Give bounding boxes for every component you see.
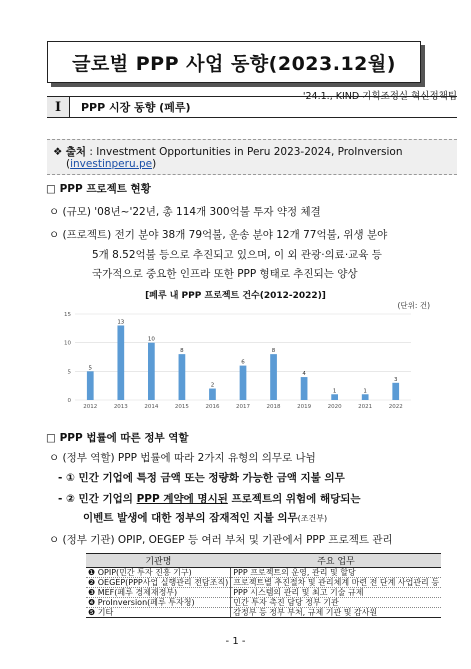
data-label: 1 (332, 388, 337, 395)
section-number: I (47, 97, 70, 117)
x-tick-label: 2019 (297, 404, 312, 410)
bar (148, 343, 155, 400)
table-cell: 감정부 등 정부 부처, 규제 기관 및 감사원 (231, 608, 441, 618)
table-row (86, 568, 441, 578)
projects-sector-cont-1: 5개 8.52억불 등으로 추진되고 있으며, 이 외 관광·의료·교육 등 (92, 249, 382, 261)
projects-sector-cont-2: 국가적으로 중요한 인프라 또한 PPP 형태로 추진되는 양상 (92, 268, 358, 280)
data-label: 2 (210, 382, 215, 389)
obligation-2-underlined: PPP 계약에 명시된 (136, 493, 228, 505)
bar (331, 394, 338, 400)
table-row (86, 608, 441, 618)
bar (301, 377, 308, 400)
source-separator: : (86, 146, 97, 158)
data-label: 8 (180, 348, 184, 355)
page-number: - 1 - (225, 636, 246, 647)
law-obligation-1: - ① 민간 기업에 특정 금액 또는 정량화 가능한 금액 지불 의무 (58, 472, 345, 484)
table-row (86, 578, 441, 588)
projects-heading: □ PPP 프로젝트 현황 (46, 183, 151, 195)
x-tick-label: 2015 (174, 404, 189, 410)
x-tick-label: 2017 (236, 404, 250, 410)
table-cell: PPP 시스템의 관리 및 최고 기술 규제 (231, 588, 441, 598)
table-cell: ❶ OPIP(민간 투자 진흥 기구) (86, 568, 231, 578)
data-label: 3 (393, 376, 398, 383)
law-role-item: ㅇ (정부 역할) PPP 법률에 따라 2가지 유형의 의무로 나뉨 (49, 452, 316, 464)
link-paren-open: ( (66, 158, 71, 170)
section-title: PPP 시장 동향 (페루) (81, 101, 191, 114)
y-tick-label: 0 (67, 398, 71, 404)
table-row (86, 588, 441, 598)
bar (270, 354, 277, 400)
x-tick-label: 2012 (83, 404, 98, 410)
author-date: '24.1., KIND 기획조정실 혁신정책팀 (302, 91, 457, 102)
source-box (47, 139, 457, 175)
bar (362, 394, 369, 400)
y-tick-label: 5 (67, 369, 71, 376)
obligation-2-cont-text: 이벤트 발생에 대한 정부의 잠재적인 지불 의무 (83, 512, 298, 524)
table-header-agency: 기관명 (86, 554, 231, 568)
data-label: 6 (241, 359, 245, 366)
table-cell: ❺ 기타 (86, 608, 231, 618)
data-label: 4 (302, 371, 306, 378)
table-cell: 프로젝트별 추진절차 및 관리체계 마련 전 단계 사업관리 등 (231, 578, 441, 588)
x-tick-label: 2016 (205, 404, 220, 410)
projects-scale-item: ㅇ (규모) '08년~'22년, 총 114개 300억불 투자 약정 체결 (49, 206, 321, 218)
data-label: 8 (271, 348, 276, 355)
table-cell: ❸ MEF(페루 경제재정부) (86, 588, 231, 598)
source-link-line (66, 158, 156, 170)
bar (179, 354, 186, 400)
document-title: 글로벌 PPP 사업 동향(2023.12월) (47, 41, 421, 83)
x-tick-label: 2022 (388, 404, 403, 410)
bar (87, 371, 94, 400)
table-cell: ❹ ProInversion(페루 투자청) (86, 598, 231, 608)
chart-title: [페루 내 PPP 프로젝트 건수(2012-2022)] (145, 291, 326, 301)
diamond-bullet-icon: ❖ (53, 146, 63, 158)
x-tick-label: 2018 (266, 404, 281, 410)
source-label: 출처 (65, 146, 87, 158)
law-obligation-2-cont (83, 510, 327, 525)
section-header (47, 96, 457, 118)
chart-unit: (단위: 건) (397, 301, 430, 310)
data-label: 5 (88, 365, 93, 372)
x-tick-label: 2013 (113, 404, 128, 410)
y-tick-label: 10 (64, 340, 71, 347)
source-text: Investment Opportunities in Peru 2023-2024, ProInversion (96, 146, 403, 158)
obligation-2-end: 프로젝트의 위험에 해당되는 (227, 493, 361, 505)
source-line (53, 144, 402, 159)
obligation-2-note: (조건부) (297, 514, 328, 523)
x-tick-label: 2014 (144, 404, 159, 410)
law-heading: □ PPP 법률에 따른 정부 역할 (46, 432, 189, 444)
agency-table (86, 553, 441, 618)
obligation-2-start: - ② 민간 기업의 (58, 493, 137, 505)
data-label: 1 (363, 388, 367, 395)
table-cell: PPP 프로젝트의 운영, 관리 및 할당 (231, 568, 441, 578)
data-label: 13 (117, 319, 125, 326)
x-tick-label: 2020 (327, 404, 342, 410)
data-label: 10 (147, 336, 155, 343)
law-agency-item: ㅇ (정부 기관) OPIP, OEGEP 등 여러 부처 및 기관에서 PPP 프로젝트 관리 (49, 534, 393, 546)
link-paren-close: ) (152, 158, 157, 170)
bar-chart (59, 308, 419, 414)
x-tick-label: 2021 (358, 404, 373, 410)
table-row (86, 598, 441, 608)
table-cell: 민간 투자 촉진 담당 정부 기관 (231, 598, 441, 608)
source-link[interactable]: investinperu.pe (70, 158, 153, 170)
law-obligation-2 (58, 491, 361, 506)
table-header-duties: 주요 업무 (231, 554, 441, 568)
bar (240, 366, 247, 400)
bar (117, 325, 124, 400)
y-tick-label: 15 (64, 312, 71, 318)
bar (392, 383, 399, 400)
bar (209, 389, 216, 400)
table-header-row (86, 554, 441, 568)
table-cell: ❷ OEGEP(PPP사업 실행관리 전담조직) (86, 578, 231, 588)
projects-sector-item: ㅇ (프로젝트) 전기 분야 38개 79억불, 운송 분야 12개 77억불, 위생 분야 (49, 229, 388, 241)
